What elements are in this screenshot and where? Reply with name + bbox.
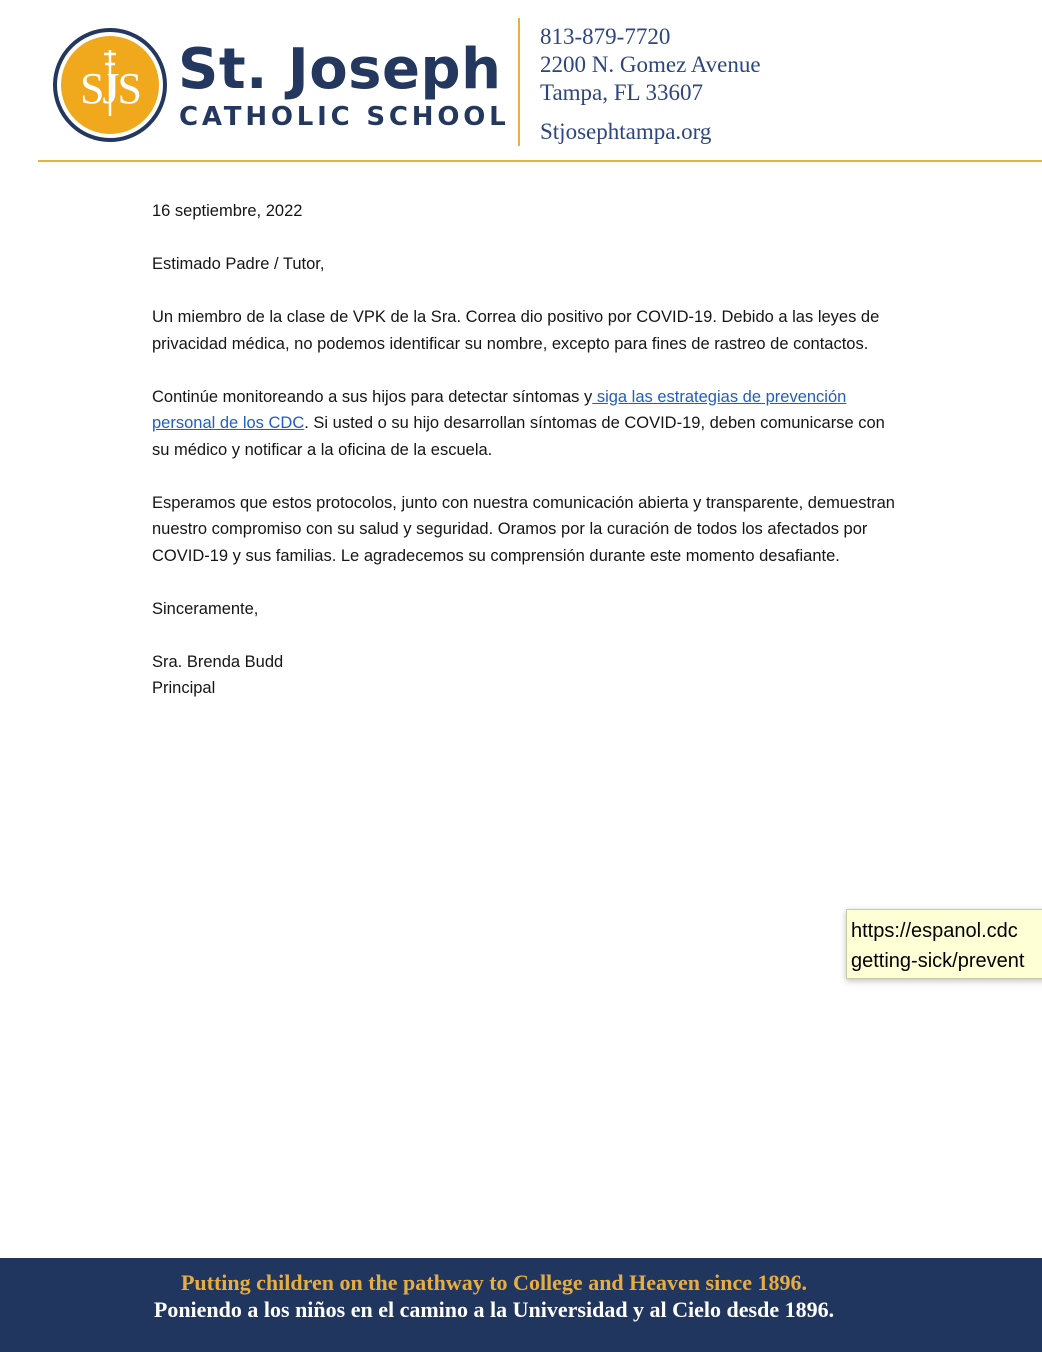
signer-name: Sra. Brenda Budd: [152, 652, 284, 671]
school-logo-seal: [53, 28, 167, 142]
letter-date: 16 septiembre, 2022: [152, 202, 303, 220]
paragraph-2-text-before: Continúe monitoreando a sus hijos para detectar síntomas y: [152, 387, 593, 406]
tooltip-line-1: https://espanol.cdc: [851, 920, 1018, 942]
footer-tagline-spanish: Poniendo a los niños en el camino a la Universidad y al Cielo desde 1896.: [153, 1297, 835, 1322]
school-name: St. Joseph: [178, 37, 502, 102]
signer-title: Principal: [152, 679, 216, 697]
logo-monogram: SJS: [79, 64, 141, 113]
header-divider: [518, 18, 520, 146]
letter-body: [152, 198, 897, 702]
footer-tagline-english: Putting children on the pathway to College and Heaven since 1896.: [180, 1270, 807, 1295]
letter-paragraph-2: [152, 384, 897, 464]
school-subtitle: CATHOLIC SCHOOL: [179, 102, 510, 132]
letter-salutation: Estimado Padre / Tutor,: [152, 255, 325, 273]
footer-banner: [0, 1258, 1042, 1352]
school-phone: 813-879-7720: [540, 24, 671, 49]
cdc-prevention-link[interactable]: siga las estrategias de prevención personal de los CDC: [152, 387, 847, 432]
school-city-state-zip: Tampa, FL 33607: [540, 80, 703, 105]
letter-closing: Sinceramente,: [152, 599, 259, 618]
header-rule: [38, 160, 1042, 162]
letter-paragraph-1: Un miembro de la clase de VPK de la Sra. Correa dio positivo por COVID-19. Debido a las leyes de privacidad médica, no podemos identificar su nombre, excepto para fines de rastreo de contactos.: [152, 308, 880, 353]
tooltip-line-2: getting-sick/prevent: [851, 950, 1025, 972]
link-url-tooltip: [846, 909, 1042, 979]
school-website: Stjosephtampa.org: [540, 119, 712, 144]
letter-paragraph-3: Esperamos que estos protocolos, junto con nuestra comunicación abierta y transparente, demuestran nuestro compromiso con su salud y seguridad. Oramos por la curación de todos los afectados por COVID-19 y sus familias. Le agradecemos su comprensión durante este momento desafiante.: [152, 493, 895, 565]
paragraph-2-text-after: . Si usted o su hijo desarrollan síntomas de COVID-19, deben comunicarse con su médico y notificar a la oficina de la escuela.: [152, 414, 885, 459]
school-street-address: 2200 N. Gomez Avenue: [540, 52, 761, 77]
